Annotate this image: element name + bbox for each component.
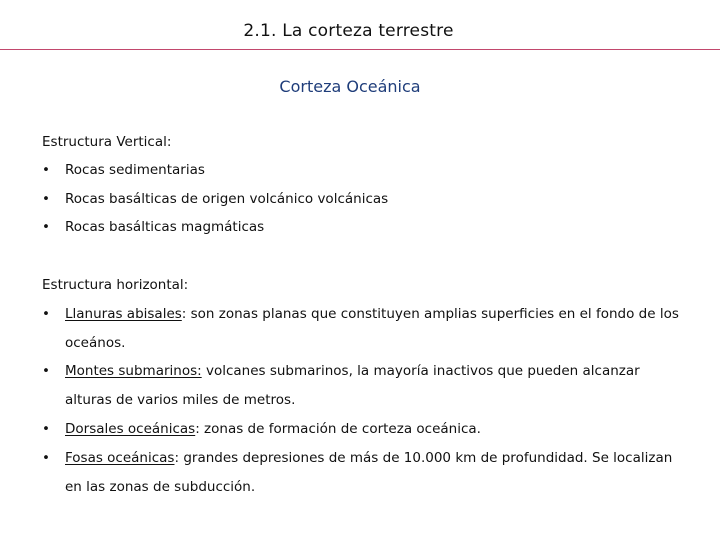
list-item-text [65, 362, 640, 380]
list-item-continuation: oceános. [65, 335, 126, 351]
definition-text: : grandes depresiones de más de 10.000 km de profundidad. Se localizan [174, 450, 673, 466]
bullet-icon: • [42, 306, 50, 322]
definition-text: : son zonas planas que constituyen amplias superficies en el fondo de los [181, 306, 679, 322]
bullet-icon: • [42, 219, 50, 235]
bullet-icon: • [42, 162, 50, 178]
term-abyssal-plains: Llanuras abisales [65, 306, 182, 322]
list-item-text [65, 305, 679, 323]
definition-text: : zonas de formación de corteza oceánica. [195, 421, 481, 437]
page-title: 2.1. La corteza terrestre [243, 21, 454, 41]
term-oceanic-ridges: Dorsales oceánicas [65, 421, 196, 437]
list-item-continuation: en las zonas de subducción. [65, 479, 256, 495]
definition-text: volcanes submarinos, la mayoría inactivos que pueden alcanzar [201, 363, 640, 379]
vertical-structure-heading: Estructura Vertical: [42, 134, 172, 150]
horizontal-structure-heading: Estructura horizontal: [42, 277, 189, 293]
list-item-text [65, 449, 672, 467]
list-item-text: Rocas basálticas de origen volcánico volcánicas [65, 191, 389, 207]
bullet-icon: • [42, 421, 50, 437]
bullet-icon: • [42, 450, 50, 466]
list-item-text: Rocas sedimentarias [65, 162, 205, 178]
bullet-icon: • [42, 363, 50, 379]
bullet-icon: • [42, 191, 50, 207]
section-title: Corteza Oceánica [279, 77, 421, 96]
header-divider [0, 49, 720, 50]
list-item-continuation: alturas de varios miles de metros. [65, 392, 296, 408]
list-item-text [65, 420, 481, 438]
term-seamounts: Montes submarinos: [65, 363, 202, 379]
list-item-text: Rocas basálticas magmáticas [65, 219, 265, 235]
term-ocean-trenches: Fosas oceánicas [65, 450, 175, 466]
